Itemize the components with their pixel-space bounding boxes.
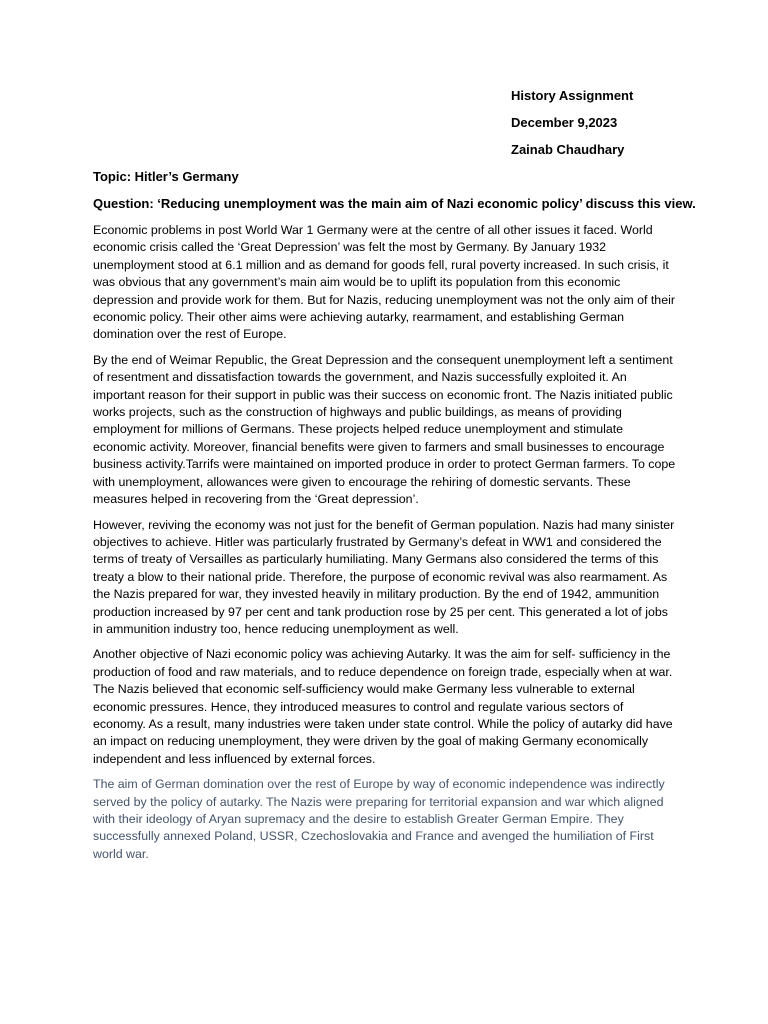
assignment-date: December 9,2023 (511, 115, 618, 130)
paragraph-5: The aim of German domination over the rest of Europe by way of economic independence was indirectly served by the policy of autarky. The Nazis were preparing for territorial expansion and war which aligned with their ideology of Aryan supremacy and the desire to establish Greater German Empire. They successfully annexed Poland, USSR, Czechoslovakia and France and avenged the humiliation of First world war. (93, 777, 665, 861)
paragraph-4: Another objective of Nazi economic policy was achieving Autarky. It was the aim for self- sufficiency in the production of food and raw materials, and to reduce dependence on foreign trade, especially when at war. The Nazis believed that economic self-sufficiency would make Germany less vulnerable to external economic pressures. Hence, they introduced measures to control and regulate various sectors of economy. As a result, many industries were taken under state control. While the policy of autarky did have an impact on reducing unemployment, they were driven by the goal of making Germany economically independent and less influenced by external forces. (93, 647, 673, 766)
assignment-author: Zainab Chaudhary (511, 142, 625, 157)
assignment-title: History Assignment (511, 88, 634, 103)
assignment-header (511, 87, 751, 168)
document-body (93, 168, 696, 871)
paragraph-3: However, reviving the economy was not just for the benefit of German population. Nazis had many sinister objectives to achieve. Hitler was particularly frustrated by Germany’s defeat in WW1 and considered the terms of treaty of Versailles as particularly humiliating. Many Germans also considered the terms of this treaty a blow to their national pride. Therefore, the purpose of economic revival was also rearmament. As the Nazis prepared for war, they invested heavily in military production. By the end of 1942, ammunition production increased by 97 per cent and tank production rose by 25 per cent. This generated a lot of jobs in ammunition industry too, hence reducing unemployment as well. (93, 517, 675, 636)
paragraph-1: Economic problems in post World War 1 Germany were at the centre of all other issues it faced. World economic crisis called the ‘Great Depression’ was felt the most by Germany. By January 1932 unemployment stood at 6.1 million and as demand for goods fell, rural poverty increased. In such crisis, it was obvious that any government’s main aim would be to uplift its population from this economic depression and provide work for them. But for Nazis, reducing unemployment was not the only aim of their economic policy. Their other aims were achieving autarky, rearmament, and establishing German domination over the rest of Europe. (93, 223, 675, 342)
paragraph-2: By the end of Weimar Republic, the Great Depression and the consequent unemployment left a sentiment of resentment and dissatisfaction towards the government, and Nazis successfully exploited it. An important reason for their support in public was their success on economic front. The Nazis initiated public works projects, such as the construction of highways and public buildings, as means of providing employment for millions of Germans. These projects helped reduce unemployment and stimulate economic activity. Moreover, financial benefits were given to farmers and small businesses to encourage business activity.Tarrifs were maintained on imported produce in order to protect German farmers. To cope with unemployment, allowances were given to encourage the rehiring of domestic servants. These measures helped in recovering from the ‘Great depression’. (93, 352, 676, 507)
question-heading: Question: ‘Reducing unemployment was the main aim of Nazi economic policy’ discuss this view. (93, 196, 696, 211)
topic-heading: Topic: Hitler’s Germany (93, 169, 239, 184)
